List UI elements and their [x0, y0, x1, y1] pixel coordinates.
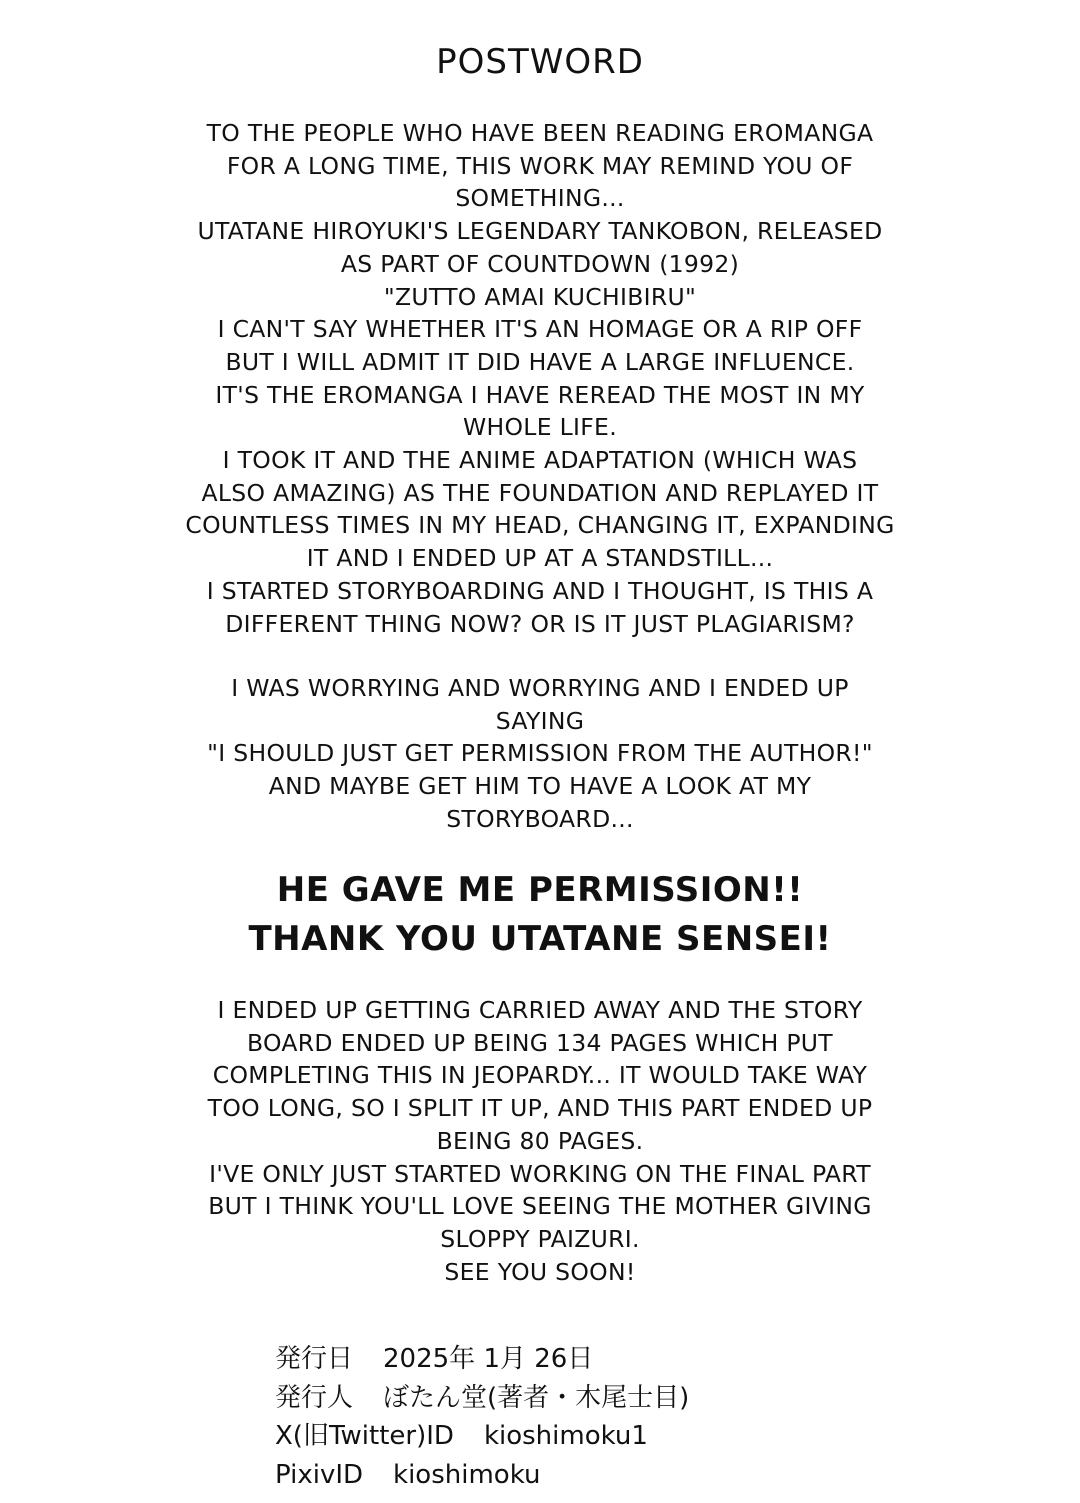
text-line: COMPLETING THIS IN JEOPARDY... IT WOULD TAKE WAY	[212, 1061, 868, 1090]
text-line: IT AND I ENDED UP AT A STANDSTILL...	[306, 544, 774, 573]
colophon-date-label: 発行日	[275, 1344, 354, 1374]
text-line: TO THE PEOPLE WHO HAVE BEEN READING EROMANGA	[206, 119, 874, 147]
page-title: POSTWORD	[436, 42, 644, 82]
colophon-date-row	[275, 1340, 975, 1379]
text-line: DIFFERENT THING NOW? OR IS IT JUST PLAGIARISM?	[225, 609, 855, 638]
text-line: BUT I WILL ADMIT IT DID HAVE A LARGE INFLUENCE.	[225, 347, 855, 376]
colophon-x-value: kioshimoku1	[483, 1421, 648, 1451]
emphasis-line: HE GAVE ME PERMISSION!!	[276, 870, 804, 910]
text-line: "ZUTTO AMAI KUCHIBIRU"	[383, 282, 697, 311]
text-line: TOO LONG, SO I SPLIT IT UP, AND THIS PART ENDED UP	[207, 1094, 873, 1123]
colophon-x-label: X(旧Twitter)ID	[275, 1421, 454, 1451]
text-line: SOMETHING...	[455, 184, 625, 213]
text-line: SLOPPY PAIZURI.	[440, 1224, 640, 1253]
text-line: I TOOK IT AND THE ANIME ADAPTATION (WHICH WAS	[222, 446, 858, 475]
text-line: I CAN'T SAY WHETHER IT'S AN HOMAGE OR A RIP OFF	[217, 315, 863, 344]
text-line: FOR A LONG TIME, THIS WORK MAY REMIND YOU OF	[226, 151, 854, 180]
text-line: I WAS WORRYING AND WORRYING AND I ENDED UP	[231, 674, 849, 702]
text-line: "I SHOULD JUST GET PERMISSION FROM THE AUTHOR!"	[207, 739, 873, 768]
colophon-x-row	[275, 1417, 975, 1456]
colophon-date-value: 2025年 1月 26日	[383, 1344, 594, 1374]
text-line: ALSO AMAZING) AS THE FOUNDATION AND REPLAYED IT	[201, 478, 879, 507]
colophon-pixiv-value: kioshimoku	[393, 1459, 541, 1490]
text-line: I'VE ONLY JUST STARTED WORKING ON THE FINAL PART	[209, 1159, 871, 1188]
text-line: WHOLE LIFE.	[463, 413, 617, 442]
text-line: STORYBOARD...	[446, 804, 634, 833]
text-line: COUNTLESS TIMES IN MY HEAD, CHANGING IT, EXPANDING	[185, 511, 895, 540]
colophon-publisher-label: 発行人	[275, 1382, 354, 1413]
text-line: BEING 80 PAGES.	[436, 1126, 644, 1155]
colophon-publisher-row	[275, 1379, 975, 1418]
text-line: SAYING	[495, 706, 585, 735]
text-line: I STARTED STORYBOARDING AND I THOUGHT, IS THIS A	[206, 576, 874, 605]
postword-paragraph-3	[120, 994, 960, 1288]
text-line: BUT I THINK YOU'LL LOVE SEEING THE MOTHER GIVING	[208, 1192, 872, 1221]
colophon-publisher-value: ぼたん堂(著者・木尾士目)	[383, 1382, 690, 1413]
text-line: BOARD ENDED UP BEING 134 PAGES WHICH PUT	[247, 1028, 833, 1057]
postword-paragraph-1	[120, 117, 960, 640]
emphasis-line: THANK YOU UTATANE SENSEI!	[248, 919, 832, 959]
text-line: UTATANE HIROYUKI'S LEGENDARY TANKOBON, RELEASED	[197, 217, 883, 246]
postword-paragraph-2	[120, 672, 960, 836]
text-line: IT'S THE EROMANGA I HAVE REREAD THE MOST IN MY	[215, 380, 865, 409]
text-line: AND MAYBE GET HIM TO HAVE A LOOK AT MY	[268, 772, 812, 801]
colophon-pixiv-row	[275, 1456, 975, 1495]
text-line: SEE YOU SOON!	[444, 1257, 636, 1286]
text-line: AS PART OF COUNTDOWN (1992)	[340, 249, 740, 278]
emphasis-block	[120, 866, 960, 964]
text-line: I ENDED UP GETTING CARRIED AWAY AND THE STORY	[217, 996, 863, 1024]
colophon	[275, 1340, 975, 1494]
colophon-pixiv-label: PixivID	[275, 1459, 364, 1490]
